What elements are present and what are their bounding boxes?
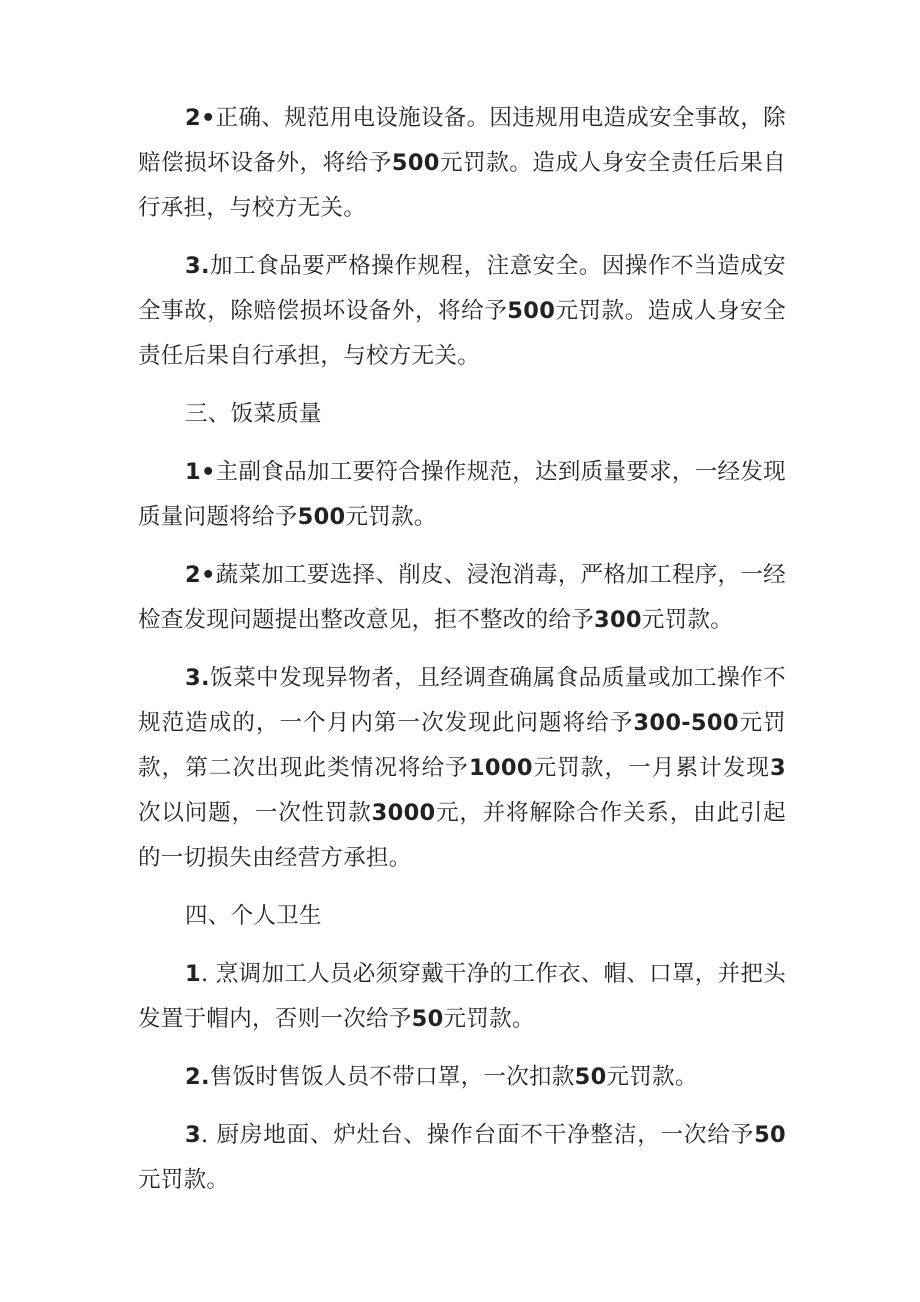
clause-number: 500 [297, 504, 346, 530]
clause-number: 2• [185, 562, 216, 588]
clause-number: 2. [185, 1064, 210, 1090]
clause-number: 50 [754, 1122, 786, 1148]
clause-paragraph [138, 656, 786, 881]
clause-paragraph [138, 1113, 786, 1203]
clause-text: 元罚款。 [443, 1006, 535, 1032]
clause-number: 500 [507, 298, 556, 324]
clause-number: 1 [185, 961, 201, 987]
clause-text: 元罚款，一月累计发现 [532, 755, 771, 781]
clause-text: 次以问题，一次性罚款 [138, 800, 372, 826]
clause-text: 蔬菜加工要选择、削皮、浸泡消毒，严格加工程序，一经检查发现问题提出整改意见，拒不整改的给予 [138, 562, 786, 633]
clause-text: 四、个人卫生 [185, 903, 322, 929]
clause-text: 三、饭菜质量 [185, 401, 322, 427]
clause-number: 1• [185, 459, 216, 485]
clause-paragraph [138, 96, 786, 231]
clause-number: 3 [770, 755, 786, 781]
clause-number: 3. [185, 253, 210, 279]
clause-text: . 烹调加工人员必须穿戴干净的工作衣、帽、口罩，并把头发置于帽内，否则一次给予 [138, 961, 786, 1032]
clause-paragraph [138, 450, 786, 540]
clause-paragraph [138, 1055, 786, 1100]
clause-number: 300 [594, 607, 642, 633]
clause-text: 元，并将解除合作关系，由此引起的一切损失由经营方承担。 [138, 800, 786, 871]
clause-text: 正确、规范用电设施设备。因违规用电造成安全事故，除赔偿损坏设备外，将给予 [138, 105, 786, 176]
clause-number: 300-500 [633, 710, 739, 736]
document-page [138, 96, 786, 1216]
clause-text: 元罚款。 [606, 1064, 698, 1090]
clause-text: 主副食品加工要符合操作规范，达到质量要求，一经发现质量问题将给予 [138, 459, 786, 530]
clause-paragraph [138, 553, 786, 643]
clause-number: 50 [411, 1006, 444, 1032]
section-heading [138, 894, 786, 939]
section-heading [138, 392, 786, 437]
clause-number: 50 [574, 1064, 607, 1090]
clause-paragraph [138, 244, 786, 379]
clause-text: . 厨房地面、炉灶台、操作台面不干净整洁，一次给予 [200, 1122, 755, 1148]
clause-text: 元罚款。 [138, 1167, 230, 1193]
clause-text: 元罚款。 [345, 504, 437, 530]
clause-number: 3. [185, 665, 210, 691]
clause-text: 元罚款。造成人身安全责任后果自行承担，与校方无关。 [138, 298, 786, 369]
clause-number: 3000 [371, 800, 436, 826]
clause-text: 元罚款。造成人身安全责任后果自行承担，与校方无关。 [138, 150, 786, 221]
clause-number: 3 [185, 1122, 201, 1148]
clause-text: 元罚款。 [641, 607, 734, 633]
clause-text: 元罚款，第二次出现此类情况将给予 [138, 710, 786, 781]
document-body [138, 96, 786, 1203]
clause-paragraph [138, 952, 786, 1042]
clause-number: 1000 [468, 755, 533, 781]
clause-number: 2• [185, 105, 216, 131]
clause-text: 饭菜中发现异物者，且经调查确属食品质量或加工操作不规范造成的，一个月内第一次发现此问题将给予 [138, 665, 786, 736]
clause-text: 加工食品要严格操作规程，注意安全。因操作不当造成安全事故，除赔偿损坏设备外，将给予 [138, 253, 786, 324]
clause-text: 售饭时售饭人员不带口罩，一次扣款 [209, 1064, 575, 1090]
clause-number: 500 [391, 150, 440, 176]
